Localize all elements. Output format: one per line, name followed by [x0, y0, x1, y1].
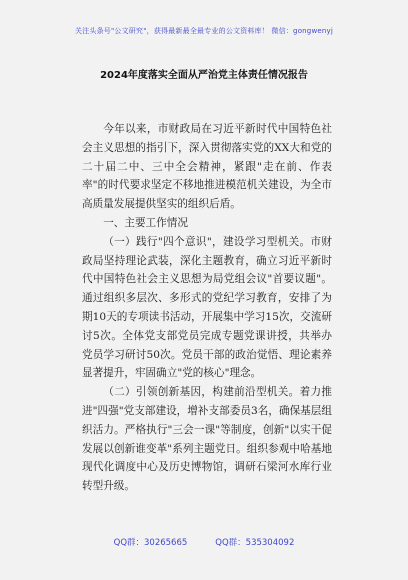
footer-qq-group-1: QQ群：30265665 [113, 538, 188, 548]
section-heading: 一、主要工作情况 [103, 216, 188, 229]
paragraph-study: （一）践行"四个意识"，建设学习型机关。市财政局坚持理论武装，深化主题教育，确立习近平新时代中国特色社会主义思想为局党组会议"首要议题"。通过组织多层次、多形式的党纪学习教育，安排了为期10天的专项读书活动，开展集中学习15次，交流研讨5次。全体党支部党员完成专题党课讲授，共举办党员学习研讨50次。党员干部的政治觉悟、理论素养显著提升，牢固确立"党的核心"理念。 [82, 235, 332, 380]
paragraph-intro: 今年以来，市财政局在习近平新时代中国特色社会主义思想的指引下，深入贯彻落实党的XX大和党的二十届二中、三中全会精神，紧跟"走在前、作表率"的时代要求坚定不移地推进模范机关建设，为全市高质量发展提供坚实的组织后盾。 [82, 123, 332, 211]
footer-contacts [0, 536, 408, 548]
document-body [82, 120, 332, 496]
document-title: 2024年度落实全面从严治党主体责任情况报告 [100, 70, 308, 81]
header-banner: 关注头条号"公文研究"，获得最新最全最专业的公文资料库！ 微信：gongwenyj [74, 27, 334, 35]
paragraph-innovation: （二）引领创新基因，构建前沿型机关。着力推进"四强"党支部建设，增补支部委员3名，确保基层组织活力。严格执行"三会一课"等制度，创新"以实干促发展以创新谁变革"系列主题党日。组织参观中哈基地现代化调度中心及历史博物馆，调研石梁河水库行业转型升级。 [82, 386, 332, 493]
footer-qq-group-2: QQ群：535304092 [215, 538, 295, 548]
